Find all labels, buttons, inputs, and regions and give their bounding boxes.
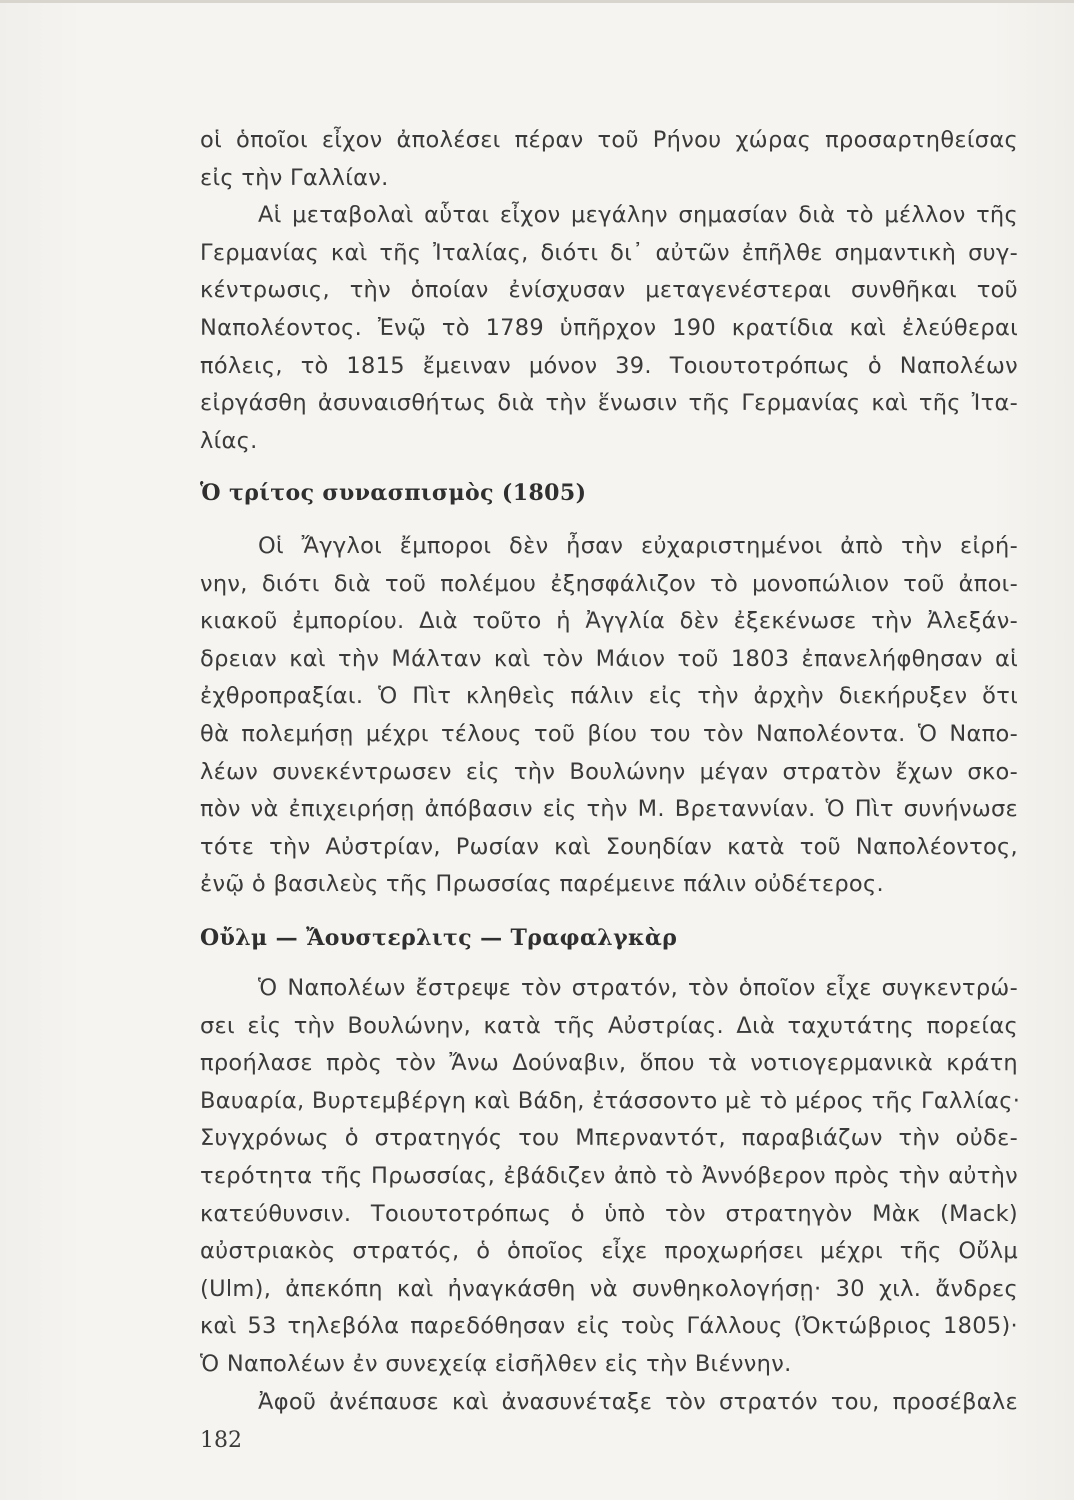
text-line: (Ulm), ἀπεκόπη καὶ ἠναγκάσθη νὰ συνθηκολογήσῃ· 30 χιλ. ἄνδρες: [200, 1275, 1018, 1302]
page-number: 182: [200, 1428, 242, 1453]
text-line: Ναπολέοντος. Ἐνῷ τὸ 1789 ὑπῆρχον 190 κρατίδια καὶ ἐλεύθεραι: [200, 314, 1018, 341]
text-line: Ὁ Ναπολέων ἔστρεψε τὸν στρατόν, τὸν ὁποῖον εἶχε συγκεντρώ-: [258, 975, 1018, 1001]
text-line: Ἀφοῦ ἀνέπαυσε καὶ ἀνασυνέταξε τὸν στρατόν του, προσέβαλε: [258, 1388, 1018, 1415]
text-line: κιακοῦ ἐμπορίου. Διὰ τοῦτο ἡ Ἀγγλία δὲν ἐξεκένωσε τὴν Ἀλεξάν-: [200, 608, 1018, 635]
text-line: δρειαν καὶ τὴν Μάλταν καὶ τὸν Μάιον τοῦ 1803 ἐπανελήφθησαν αἱ: [200, 645, 1018, 672]
text-line: θὰ πολεμήσῃ μέχρι τέλους τοῦ βίου του τὸν Ναπολέοντα. Ὁ Ναπο-: [200, 720, 1018, 747]
text-line: ἐνῷ ὁ βασιλεὺς τῆς Πρωσσίας παρέμεινε πάλιν οὐδέτερος.: [200, 871, 884, 898]
text-line: Συγχρόνως ὁ στρατηγός του Μπερναντότ, παραβιάζων τὴν οὐδε-: [200, 1125, 1018, 1152]
text-line: πόλεις, τὸ 1815 ἔμειναν μόνον 39. Τοιουτοτρόπως ὁ Ναπολέων: [200, 352, 1018, 379]
text-line: Αἱ μεταβολαὶ αὗται εἶχον μεγάλην σημασίαν διὰ τὸ μέλλον τῆς: [258, 202, 1018, 229]
text-line: πὸν νὰ ἐπιχειρήσῃ ἀπόβασιν εἰς τὴν Μ. Βρεταννίαν. Ὁ Πὶτ συνήνωσε: [200, 796, 1018, 823]
text-line: εἰργάσθη ἀσυναισθήτως διὰ τὴν ἕνωσιν τῆς Γερμανίας καὶ τῆς Ἰτα-: [200, 390, 1018, 417]
text-line: λέων συνεκέντρωσεν εἰς τὴν Βουλώνην μέγαν στρατὸν ἔχων σκο-: [200, 758, 1018, 785]
text-line: τότε τὴν Αὐστρίαν, Ρωσίαν καὶ Σουηδίαν κατὰ τοῦ Ναπολέοντος,: [200, 833, 1018, 860]
paragraph-block-third-coalition: [200, 528, 1018, 904]
page-top-edge: [0, 0, 1074, 3]
text-line: ἐχθροπραξίαι. Ὁ Πὶτ κληθεὶς πάλιν εἰς τὴν ἀρχὴν διεκήρυξεν ὅτι: [200, 683, 1018, 710]
text-line: τερότητα τῆς Πρωσσίας, ἐβάδιζεν ἀπὸ τὸ Ἀννόβερον πρὸς τὴν αὐτὴν: [200, 1162, 1018, 1189]
text-line: κέντρωσις, τὴν ὁποίαν ἐνίσχυσαν μεταγενέστεραι συνθῆκαι τοῦ: [200, 277, 1018, 304]
text-line: Γερμανίας καὶ τῆς Ἰταλίας, διότι δι᾿ αὐτῶν ἐπῆλθε σημαντικὴ συγ-: [200, 239, 1018, 266]
section-heading-third-coalition: Ὁ τρίτος συνασπισμὸς (1805): [200, 480, 587, 506]
text-line: προήλασε πρὸς τὸν Ἄνω Δούναβιν, ὅπου τὰ νοτιογερμανικὰ κράτη: [200, 1050, 1018, 1077]
text-line: κατεύθυνσιν. Τοιουτοτρόπως ὁ ὑπὸ τὸν στρατηγὸν Μὰκ (Mack): [200, 1200, 1018, 1227]
text-line: αὐστριακὸς στρατός, ὁ ὁποῖος εἶχε προχωρήσει μέχρι τῆς Οὔλμ: [200, 1238, 1018, 1265]
text-line: Βαυαρία, Βυρτεμβέργη καὶ Βάδη, ἐτάσσοντο μὲ τὸ μέρος τῆς Γαλλίας·: [200, 1087, 1021, 1114]
text-line: Οἱ Ἄγγλοι ἔμποροι δὲν ἦσαν εὐχαριστημένοι ἀπὸ τὴν εἰρή-: [258, 533, 1018, 559]
text-line: νην, διότι διὰ τοῦ πολέμου ἐξησφάλιζον τὸ μονοπώλιον τοῦ ἀποι-: [200, 570, 1018, 597]
paragraph-block-ulm: [200, 970, 1021, 1421]
section-heading-ulm-austerlitz-trafalgar: Οὔλμ — Ἄουστερλιτς — Τραφαλγκὰρ: [200, 925, 678, 951]
text-line: οἱ ὁποῖοι εἶχον ἀπολέσει πέραν τοῦ Ρήνου χώρας προσαρτηθείσας: [200, 127, 1018, 153]
text-line: λίας.: [200, 427, 258, 454]
text-line: καὶ 53 τηλεβόλα παρεδόθησαν εἰς τοὺς Γάλλους (Ὀκτώβριος 1805)·: [200, 1313, 1018, 1340]
text-line: Ὁ Ναπολέων ἐν συνεχείᾳ εἰσῆλθεν εἰς τὴν Βιέννην.: [200, 1350, 792, 1377]
text-line: σει εἰς τὴν Βουλώνην, κατὰ τῆς Αὐστρίας. Διὰ ταχυτάτης πορείας: [200, 1012, 1018, 1039]
text-line: εἰς τὴν Γαλλίαν.: [200, 164, 389, 191]
paragraph-block-intro: [200, 122, 1018, 460]
